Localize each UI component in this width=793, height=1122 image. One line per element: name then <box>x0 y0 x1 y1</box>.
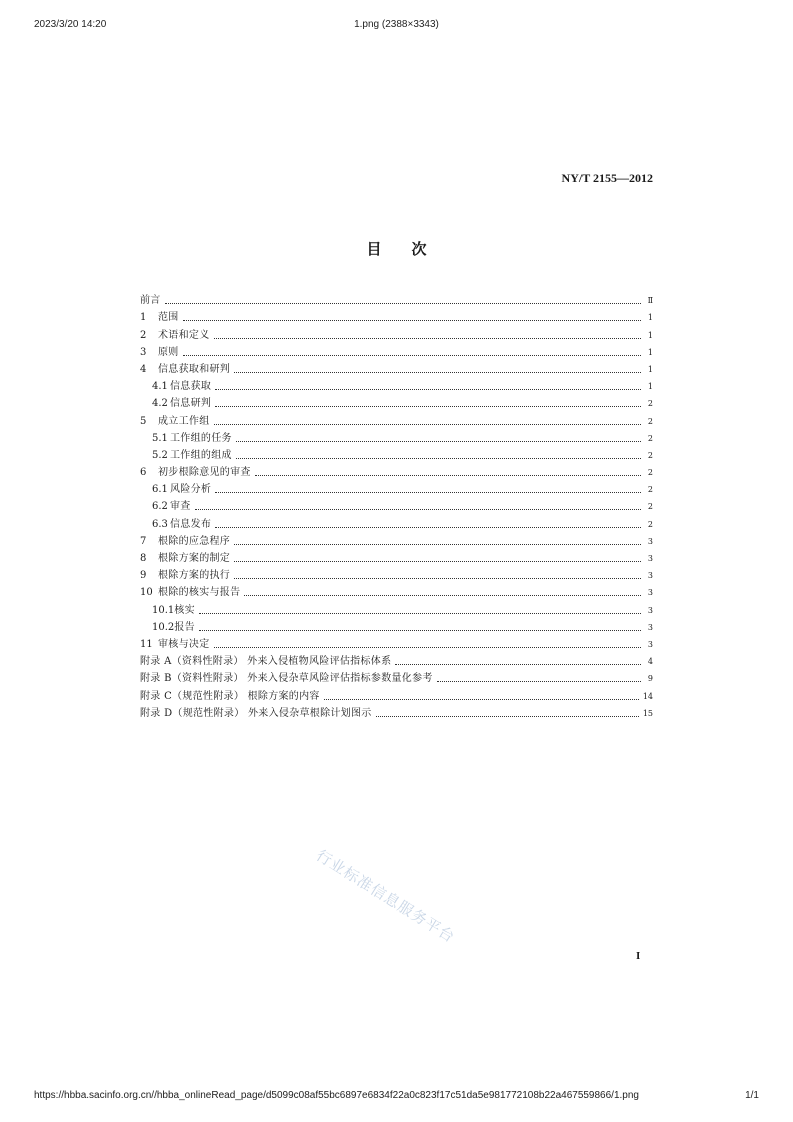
print-filename: 1.png (2388×3343) <box>354 19 439 30</box>
toc-entry <box>140 462 653 479</box>
toc-entry-page: 3 <box>647 536 653 546</box>
toc-entry-title: 工作组的任务 <box>170 432 232 444</box>
toc-dot-leader <box>215 491 641 493</box>
toc-entry-title: 根除的应急程序 <box>158 535 231 547</box>
toc-entry-title: 范围 <box>158 312 179 324</box>
toc-entry-title: 风险分析 <box>170 484 212 496</box>
toc-entry-page: 14 <box>642 691 653 701</box>
toc-entry-page: Ⅱ <box>647 296 653 306</box>
toc-dot-leader <box>215 405 641 407</box>
toc-entry-number: 10 <box>140 587 153 599</box>
toc-entry-number: 6 <box>140 467 147 479</box>
toc-entry <box>140 668 653 685</box>
toc-entry-page: 3 <box>647 622 653 632</box>
toc-dot-leader <box>199 629 641 631</box>
toc-entry-number: 1 <box>140 312 147 324</box>
toc-entry <box>140 548 653 565</box>
toc-entry-page: 4 <box>647 657 653 667</box>
toc-entry-title: 附录 D（规范性附录） 外来入侵杂草根除计划图示 <box>140 707 372 719</box>
toc-entry <box>140 479 653 496</box>
toc-dot-leader <box>183 354 641 356</box>
toc-entry-number: 11 <box>140 638 153 650</box>
toc-entry-page: 2 <box>647 416 653 426</box>
toc-entry <box>140 324 653 341</box>
toc-dot-leader <box>244 594 641 596</box>
toc-entry <box>140 617 653 634</box>
toc-dot-leader <box>234 560 641 562</box>
toc-entry-title: 信息研判 <box>170 398 212 410</box>
toc-entry-number: 9 <box>140 570 147 582</box>
toc-entry-number: 6.2 <box>152 501 168 513</box>
toc-entry-title: 前言 <box>140 295 161 307</box>
toc-entry-page: 3 <box>647 639 653 649</box>
toc-entry-page: 1 <box>647 382 653 392</box>
toc-entry-title: 核实 <box>174 604 195 616</box>
print-page-count: 1/1 <box>745 1090 759 1101</box>
toc-dot-leader <box>395 663 641 665</box>
toc-entry-title: 信息获取和研判 <box>158 363 231 375</box>
toc-entry-title: 信息获取 <box>170 381 212 393</box>
toc-entry <box>140 359 653 376</box>
toc-entry-title: 成立工作组 <box>158 415 210 427</box>
toc-entry-page: 3 <box>647 605 653 615</box>
toc-entry-number: 6.1 <box>152 484 168 496</box>
toc-entry <box>140 342 653 359</box>
toc-entry-number: 8 <box>140 553 147 564</box>
toc-entry-title: 根除方案的制定 <box>158 553 231 564</box>
toc-entry-title: 附录 B（资料性附录） 外来入侵杂草风险评估指标参数量化参考 <box>140 673 433 685</box>
toc-entry-number: 10.1 <box>152 604 175 616</box>
toc-entry <box>140 410 653 427</box>
toc-entry <box>140 599 653 616</box>
toc-dot-leader <box>236 440 641 442</box>
print-header <box>0 19 793 33</box>
print-datetime: 2023/3/20 14:20 <box>34 19 107 30</box>
toc-entry <box>140 513 653 530</box>
toc-dot-leader <box>195 508 641 510</box>
toc-entry-number: 5.2 <box>152 449 168 461</box>
toc-entry <box>140 376 653 393</box>
toc-entry <box>140 428 653 445</box>
toc-entry-page: 2 <box>647 468 653 478</box>
toc-entry-page: 1 <box>647 313 653 323</box>
toc-entry-number: 5 <box>140 415 147 427</box>
toc-entry-number: 3 <box>140 346 147 358</box>
toc-entry-page: 2 <box>647 519 653 529</box>
toc-dot-leader <box>234 577 641 579</box>
toc-entry <box>140 565 653 582</box>
toc-dot-leader <box>236 457 641 459</box>
toc-dot-leader <box>214 337 642 339</box>
toc-entry <box>140 393 653 410</box>
toc-entry-page: 15 <box>642 708 653 718</box>
toc-entry-page: 3 <box>647 588 653 598</box>
toc-entry-page: 2 <box>647 399 653 409</box>
toc-entry <box>140 651 653 668</box>
toc-dot-leader <box>437 680 641 682</box>
toc-dot-leader <box>183 319 641 321</box>
toc-entry <box>140 290 653 307</box>
toc-dot-leader <box>214 423 642 425</box>
toc-dot-leader <box>199 612 641 614</box>
toc-entry <box>140 307 653 324</box>
toc-dot-leader <box>165 302 641 304</box>
toc-entry-title: 附录 C（规范性附录） 根除方案的内容 <box>140 690 320 702</box>
toc-entry-title: 审查 <box>170 501 191 513</box>
toc-entry-page: 1 <box>647 330 653 340</box>
toc-entry-page: 1 <box>647 347 653 357</box>
toc-entry-page: 2 <box>647 485 653 495</box>
watermark: 行业标准信息服务平台 <box>312 846 459 947</box>
toc-entry-number: 6.3 <box>152 518 168 530</box>
toc-entry-number: 7 <box>140 535 147 547</box>
toc-entry-number: 4 <box>140 363 147 375</box>
toc-dot-leader <box>215 526 641 528</box>
page-folio: I <box>636 950 641 962</box>
toc-entry-number: 4.1 <box>152 381 168 393</box>
print-footer <box>0 1090 793 1104</box>
standard-code: NY/T 2155—2012 <box>561 171 653 185</box>
toc-entry <box>140 582 653 599</box>
toc-dot-leader <box>376 715 639 717</box>
toc-entry-page: 9 <box>647 674 653 684</box>
toc-entry <box>140 685 653 702</box>
toc-entry-title: 术语和定义 <box>158 329 210 341</box>
toc-entry-title: 根除方案的执行 <box>158 570 231 582</box>
toc-entry <box>140 496 653 513</box>
table-of-contents <box>140 290 653 720</box>
print-url: https://hbba.sacinfo.org.cn//hbba_onlineRead_page/d5099c08af55bc6897e6834f22a0c823f17c51da5e981772108b22a467559866/1.png <box>34 1090 639 1101</box>
toc-entry-number: 10.2 <box>152 621 175 633</box>
toc-dot-leader <box>234 371 641 373</box>
toc-entry-page: 3 <box>647 554 653 563</box>
toc-entry-number: 4.2 <box>152 398 168 410</box>
toc-entry-title: 附录 A（资料性附录） 外来入侵植物风险评估指标体系 <box>140 656 392 668</box>
toc-entry-page: 2 <box>647 502 653 512</box>
toc-entry-title: 信息发布 <box>170 518 212 530</box>
toc-dot-leader <box>255 474 641 476</box>
toc-entry-title: 初步根除意见的审查 <box>158 467 251 479</box>
toc-dot-leader <box>214 646 642 648</box>
toc-entry-title: 根除的核实与报告 <box>158 587 241 599</box>
toc-entry <box>140 634 653 651</box>
toc-entry-title: 报告 <box>174 621 195 633</box>
toc-entry <box>140 531 653 548</box>
toc-dot-leader <box>324 698 639 700</box>
toc-title: 目次 <box>366 240 457 258</box>
toc-entry-page: 2 <box>647 433 653 443</box>
toc-entry-title: 工作组的组成 <box>170 449 232 461</box>
toc-entry-title: 原则 <box>158 346 179 358</box>
toc-entry-page: 2 <box>647 450 653 460</box>
toc-entry-page: 1 <box>647 364 653 374</box>
toc-entry-page: 3 <box>647 571 653 581</box>
toc-entry <box>140 445 653 462</box>
toc-entry-number: 5.1 <box>152 432 168 444</box>
toc-entry-number: 2 <box>140 329 147 341</box>
toc-dot-leader <box>234 543 641 545</box>
toc-entry-title: 审核与决定 <box>158 638 210 650</box>
toc-dot-leader <box>215 388 641 390</box>
toc-entry <box>140 703 653 720</box>
